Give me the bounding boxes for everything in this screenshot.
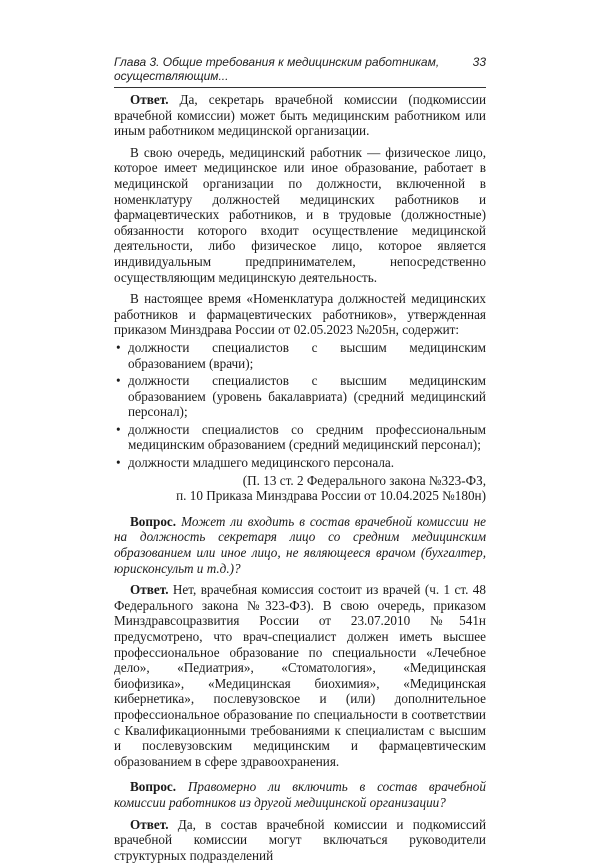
answer-label: Ответ.	[130, 92, 169, 107]
body-paragraph: В свою очередь, медицинский работник — физическое лицо, которое имеет медицинское или иное образование, работает в медицинской организации по должности, включенной в номенклатуру должностей медицинских работников и фармацевтических работников, и в трудовые (должностные) обязанности которого входит осуществление медицинской деятельности, либо физическое лицо, которое является индивидуальным предпринимателем, непосредственно осуществляющим медицинскую деятельность.	[114, 144, 486, 285]
answer-text: Нет, врачебная комиссия состоит из врачей (ч. 1 ст. 48 Федерального закона №323-ФЗ). В свою очередь, приказом Минздравсоцразвития России от 23.07.2010 №541н предусмотрено, что врач-специалист должен иметь высшее профессиональное образование по специальности «Лечебное дело», «Педиатрия», «Стоматология», «Медицинская биофизика», «Медицинская биохимия», «Медицинская кибернетика», послевузовское и (или) дополнительное профессиональное образование по специальности в соответствии с Квалификационными требованиями к специалистам с высшим и послевузовским медицинским и фармацевтическим образованием в сфере здравоохранения.	[114, 582, 486, 769]
legal-reference	[114, 473, 486, 504]
legal-reference-line: п. 10 Приказа Минздрава России от 10.04.2025 №180н)	[176, 488, 486, 504]
running-header	[114, 55, 486, 88]
answer-label: Ответ.	[130, 582, 169, 598]
legal-reference-line: (П. 13 ст. 2 Федерального закона №323-ФЗ,	[242, 472, 486, 488]
question-label: Вопрос.	[130, 779, 177, 795]
running-title: Глава 3. Общие требования к медицинским работникам, осуществляющим...	[114, 55, 440, 83]
answer-label: Ответ.	[130, 816, 169, 832]
answer-paragraph	[114, 92, 486, 139]
page-body	[114, 92, 486, 863]
answer-text: Да, в состав врачебной комиссии и подкомиссий врачебной комиссии могут включаться руководители структурных подразделений	[114, 816, 486, 863]
bullet-list	[114, 340, 486, 471]
question-paragraph	[114, 514, 486, 576]
question-text: Правомерно ли включить в состав врачебной комиссии работников из другой медицинской организации?	[114, 779, 486, 810]
list-item: • должности специалистов с высшим медицинским образованием (врачи);	[114, 340, 486, 371]
list-item: • должности специалистов со средним профессиональным медицинским образованием (средний медицинский персонал);	[114, 422, 486, 453]
answer-paragraph	[114, 582, 486, 769]
answer-paragraph	[114, 817, 486, 863]
answer-text: Да, секретарь врачебной комиссии (подкомиссии врачебной комиссии) может быть медицинским работником или иным работником медицинской организации.	[114, 92, 486, 139]
question-text: Может ли входить в состав врачебной комиссии не на должность секретаря лицо со средним медицинским образованием или иное лицо, не являющееся врачом (бухгалтер, юрисконсульт и т.д.)?	[114, 513, 486, 576]
list-item: • должности специалистов с высшим медицинским образованием (уровень бакалавриата) (средний медицинский персонал);	[114, 373, 486, 420]
body-paragraph: В настоящее время «Номенклатура должностей медицинских работников и фармацевтических работников», утвержденная приказом Минздрава России от 02.05.2023 №205н, содержит:	[114, 291, 486, 338]
page-number: 33	[472, 55, 486, 69]
list-item: • должности младшего медицинского персонала.	[114, 455, 486, 471]
question-label: Вопрос.	[130, 513, 177, 529]
question-paragraph	[114, 779, 486, 810]
